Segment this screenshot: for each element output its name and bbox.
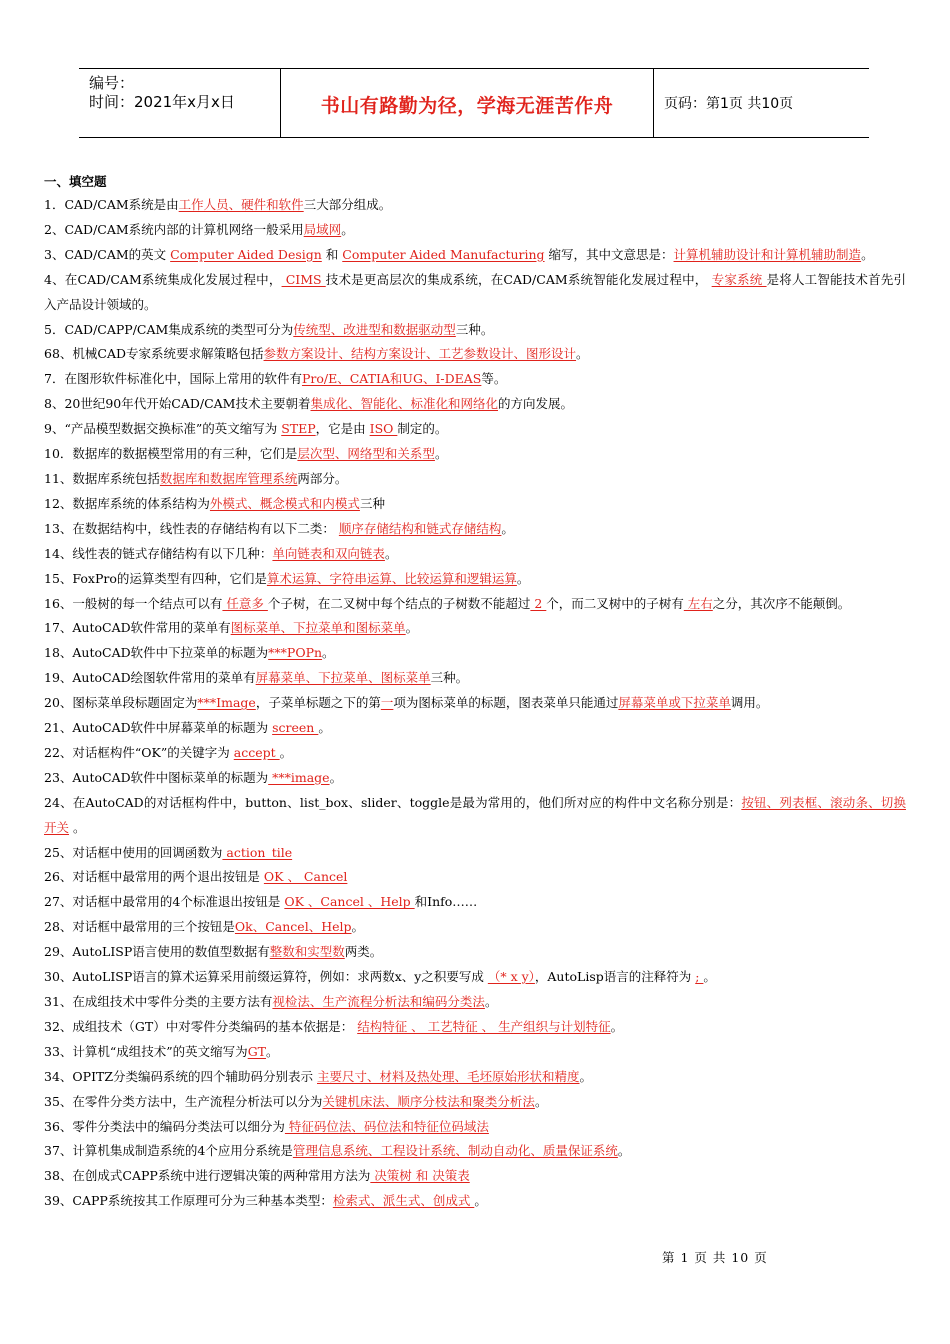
answer-text: ***image <box>268 769 330 785</box>
question-text: 26、对话框中最常用的两个退出按钮是 <box>44 869 264 885</box>
question-text: 33、计算机“成组技术”的英文缩写为 <box>44 1043 248 1059</box>
answer-text: Ok、Cancel、Help <box>234 919 352 935</box>
question-item <box>44 641 906 666</box>
question-text: 5．CAD/CAPP/CAM集成系统的类型可分为 <box>44 321 294 337</box>
question-text: 20、图标菜单段标题固定为 <box>44 695 198 711</box>
question-item <box>44 517 906 542</box>
answer-text: ISO <box>369 421 398 437</box>
question-item <box>44 392 906 417</box>
question-text: ，AutoLisp语言的注释符为 <box>534 969 696 985</box>
question-item <box>44 716 906 741</box>
question-item <box>44 417 906 442</box>
answer-text: 管理信息系统、工程设计系统、制动自动化、质量保证系统 <box>292 1143 618 1159</box>
header-info-cell <box>79 69 281 137</box>
answer-text: ***POPn <box>268 645 323 661</box>
question-text: 。 <box>341 221 354 237</box>
question-text: 。 <box>703 969 716 985</box>
question-text: 。 <box>405 620 419 636</box>
answer-text: 专家系统 <box>711 271 767 287</box>
answer-text: action_tile <box>222 844 293 860</box>
question-text: 。 <box>434 446 448 462</box>
question-text: 4、在CAD/CAM系统集成化发展过程中， <box>44 271 282 287</box>
question-text: 。 <box>329 769 343 785</box>
question-text: 36、零件分类法中的编码分类法可以细分为 <box>44 1118 285 1134</box>
question-item <box>44 791 906 841</box>
question-text: 16、一般树的每一个结点可以有 <box>44 595 223 611</box>
answer-text: 工作人员、硬件和软件 <box>178 197 304 212</box>
question-text: 1．CAD/CAM系统是由 <box>44 197 179 212</box>
question-item <box>44 666 906 691</box>
question-text: 39、CAPP系统按其工作原理可分为三种基本类型： <box>44 1193 333 1209</box>
answer-text: 任意多 <box>222 595 268 611</box>
question-item <box>44 1090 906 1115</box>
question-text: 22、对话框构件“OK”的关键字为 <box>44 744 234 760</box>
question-text: 14、线性表的链式存储结构有以下几种： <box>44 545 273 561</box>
question-text: 三种 <box>359 495 385 511</box>
question-text: 37、计算机集成制造系统的4个应用分系统是 <box>44 1143 293 1159</box>
question-text: 32、成组技术（GT）中对零件分类编码的基本依据是： <box>44 1018 358 1034</box>
answer-text: 外模式、概念模式和内模式 <box>209 495 360 511</box>
document-number-label: 编号： <box>89 74 135 92</box>
question-item <box>44 965 906 990</box>
question-text: 技术是更高层次的集成系统，在CAD/CAM系统智能化发展过程中， <box>325 271 712 287</box>
question-text: 。 <box>579 1068 593 1084</box>
answer-text: 计算机辅助设计和计算机辅助制造 <box>673 246 862 262</box>
question-item <box>44 542 906 567</box>
question-text: 。 <box>861 246 874 262</box>
question-text: 项为图标菜单的标题，图表菜单只能通过 <box>393 695 619 711</box>
question-item <box>44 616 906 641</box>
question-text: 。 <box>516 570 530 586</box>
question-item <box>44 243 906 268</box>
question-text: 。 <box>279 744 293 760</box>
question-item <box>44 1015 906 1040</box>
question-item <box>44 492 906 517</box>
answer-text: 单向链表和双向链表 <box>272 545 385 561</box>
question-text: 3、CAD/CAM的英文 <box>44 246 171 262</box>
question-text: ，子菜单标题之下的第 <box>255 695 381 711</box>
answer-text: GT <box>247 1043 267 1059</box>
question-text: 缩写，其中文意思是： <box>544 246 674 262</box>
question-text: 之分，其次序不能颠倒。 <box>712 595 851 611</box>
question-text: 8、20世纪90年代开始CAD/CAM技术主要朝着 <box>44 396 311 412</box>
question-text: 17、AutoCAD软件常用的菜单有 <box>44 620 231 636</box>
question-item <box>44 442 906 467</box>
question-text: 23、AutoCAD软件中图标菜单的标题为 <box>44 769 269 785</box>
question-item <box>44 592 906 617</box>
question-item <box>44 766 906 791</box>
answer-text: CIMS <box>281 271 326 287</box>
question-text: 34、OPITZ分类编码系统的四个辅助码分别表示 <box>44 1068 317 1084</box>
question-text: 29、AutoLISP语言使用的数值型数据有 <box>44 944 270 960</box>
page-header <box>79 68 869 138</box>
question-text: 15、FoxPro的运算类型有四种，它们是 <box>44 570 267 586</box>
question-text: 。 <box>474 1193 487 1209</box>
answer-text: accept <box>233 744 280 760</box>
answer-text: 关键机床法、顺序分枝法和聚类分析法 <box>322 1093 535 1109</box>
answer-text: 算术运算、字符串运算、比较运算和逻辑运算 <box>266 570 517 586</box>
document-time-label: 时间：2021年x月x日 <box>89 93 235 111</box>
question-item <box>44 741 906 766</box>
answer-text: 屏幕菜单、下拉菜单、图标菜单 <box>255 670 431 686</box>
question-text: 三种。 <box>455 321 494 337</box>
question-text: 31、在成组技术中零件分类的主要方法有 <box>44 994 273 1009</box>
question-text: 11、数据库系统包括 <box>44 470 160 486</box>
answer-text: 左右 <box>683 595 713 611</box>
answer-text: 屏幕菜单或下拉菜单 <box>618 695 731 711</box>
question-text: 28、对话框中最常用的三个按钮是 <box>44 919 235 935</box>
answer-text: 图标菜单、下拉菜单和图标菜单 <box>230 620 406 636</box>
answer-text: screen <box>272 720 319 736</box>
question-text: ，它是由 <box>315 421 370 437</box>
question-text: 27、对话框中最常用的4个标准退出按钮是 <box>44 894 285 910</box>
question-item <box>44 367 906 392</box>
question-item <box>44 268 906 318</box>
answer-text: ; <box>695 969 704 985</box>
question-item <box>44 1065 906 1090</box>
question-item <box>44 193 906 218</box>
question-text: 。 <box>351 919 365 935</box>
question-item <box>44 890 906 915</box>
question-text: 三大部分组成。 <box>303 197 392 212</box>
answer-text: 检索式、派生式、创成式 <box>332 1193 475 1209</box>
question-text: 9、“产品模型数据交换标准”的英文缩写为 <box>44 421 282 437</box>
question-text: 。 <box>384 545 398 561</box>
question-item <box>44 841 906 866</box>
question-text: 。 <box>501 520 514 536</box>
question-item <box>44 467 906 492</box>
question-text: 68、机械CAD专家系统要求解策略包括 <box>44 346 264 362</box>
question-text: 。 <box>322 645 335 661</box>
question-item <box>44 691 906 716</box>
question-item <box>44 1115 906 1140</box>
question-item <box>44 1139 906 1164</box>
question-text: 38、在创成式CAPP系统中进行逻辑决策的两种常用方法为 <box>44 1168 371 1184</box>
question-text: 是将人工智能技术首先引入产品设计领域的。 <box>44 271 906 312</box>
question-text: 。 <box>318 720 331 736</box>
question-text: 13、在数据结构中，线性表的存储结构有以下二类： <box>44 520 339 536</box>
section-title: 一、填空题 <box>44 174 107 189</box>
question-text: 和Info…… <box>414 894 478 910</box>
header-page-info: 页码：第1页 共10页 <box>664 96 794 112</box>
question-text: 两类。 <box>344 944 383 960</box>
question-text: 。 <box>610 1018 624 1034</box>
answer-text: OK 、Cancel 、Help <box>284 894 415 910</box>
answer-text: 传统型、改进型和数据驱动型 <box>293 321 456 337</box>
answer-text: 参数方案设计、结构方案设计、工艺参数设计、图形设计 <box>263 346 577 362</box>
header-motto: 书山有路勤为径，学海无涯苦作舟 <box>320 95 614 117</box>
question-text: 制定的。 <box>397 421 448 437</box>
question-text: 30、AutoLISP语言的算术运算采用前缀运算符，例如：求两数x、y之积要写成 <box>44 969 488 985</box>
answer-text: STEP <box>281 421 316 437</box>
question-text: 调用。 <box>730 695 769 711</box>
question-item <box>44 1189 906 1214</box>
question-text: 和 <box>321 246 343 262</box>
question-text: 。 <box>617 1143 631 1159</box>
question-text: 12、数据库系统的体系结构为 <box>44 495 210 511</box>
answer-text: Computer Aided Design <box>170 246 322 262</box>
question-text: 。 <box>266 1043 279 1059</box>
question-text: 。 <box>534 1093 548 1109</box>
answer-text: 按钮、列表框、滚动条、切换开关 <box>44 794 906 835</box>
question-text: 三种。 <box>430 670 469 686</box>
question-text: 。 <box>69 819 86 835</box>
answer-text: OK 、 Cancel <box>263 869 348 885</box>
question-item <box>44 990 906 1015</box>
answer-text: 集成化、智能化、标准化和网络化 <box>310 396 498 412</box>
answer-text: 整数和实型数 <box>269 944 345 960</box>
question-text: 24、在AutoCAD的对话框构件中，button、list_box、slider、toggle是最为常用的，他们所对应的构件中文名称分别是： <box>44 794 742 810</box>
answer-text: 一 <box>380 695 394 711</box>
question-item <box>44 940 906 965</box>
header-page-cell <box>654 69 869 137</box>
header-motto-cell <box>281 69 654 137</box>
question-item <box>44 915 906 940</box>
question-item <box>44 865 906 890</box>
question-text: 7．在图形软件标准化中，国际上常用的软件有 <box>44 371 302 387</box>
question-text: 个，而二叉树中的子树有 <box>546 595 684 611</box>
answer-text: Pro/E、CATIA和UG、I-DEAS <box>301 371 482 387</box>
question-text: 19、AutoCAD绘图软件常用的菜单有 <box>44 670 256 686</box>
answer-text: 视检法、生产流程分析法和编码分类法 <box>272 994 485 1009</box>
question-text: 18、AutoCAD软件中下拉菜单的标题为 <box>44 645 269 661</box>
question-text: 35、在零件分类方法中，生产流程分析法可以分为 <box>44 1093 323 1109</box>
answer-text: 特征码位法、码位法和特征位码域法 <box>284 1118 489 1134</box>
answer-text: 顺序存储结构和链式存储结构 <box>338 520 502 536</box>
answer-text: ***Image <box>197 695 256 711</box>
question-text: 25、对话框中使用的回调函数为 <box>44 844 223 860</box>
page-footer: 第 1 页 共 10 页 <box>662 1250 768 1265</box>
question-item <box>44 1040 906 1065</box>
question-text: 。 <box>484 994 498 1009</box>
answer-text: 2 <box>530 595 547 611</box>
question-item <box>44 318 906 343</box>
answer-text: 主要尺寸、材料及热处理、毛坯原始形状和精度 <box>317 1068 580 1084</box>
answer-text: 层次型、网络型和关系型 <box>297 446 435 462</box>
answer-text: 数据库和数据库管理系统 <box>159 470 298 486</box>
question-text: 等。 <box>481 371 507 387</box>
question-item <box>44 218 906 243</box>
answer-text: 局域网 <box>303 221 342 237</box>
answer-text: （* x y） <box>487 969 535 985</box>
question-text: 两部分。 <box>297 470 348 486</box>
question-item <box>44 342 906 367</box>
question-text: 21、AutoCAD软件中屏幕菜单的标题为 <box>44 720 273 736</box>
question-item <box>44 567 906 592</box>
question-text: 。 <box>576 346 589 362</box>
question-text: 个子树，在二叉树中每个结点的子树数不能超过 <box>267 595 531 611</box>
answer-text: 决策树 和 决策表 <box>370 1168 470 1184</box>
question-text: 2、CAD/CAM系统内部的计算机网络一般采用 <box>44 221 304 237</box>
question-list <box>44 193 906 1214</box>
question-text: 的方向发展。 <box>498 396 574 412</box>
question-item <box>44 1164 906 1189</box>
answer-text: Computer Aided Manufacturing <box>342 246 545 262</box>
question-text: 10．数据库的数据模型常用的有三种，它们是 <box>44 446 298 462</box>
answer-text: 结构特征 、 工艺特征 、 生产组织与计划特征 <box>357 1018 611 1034</box>
